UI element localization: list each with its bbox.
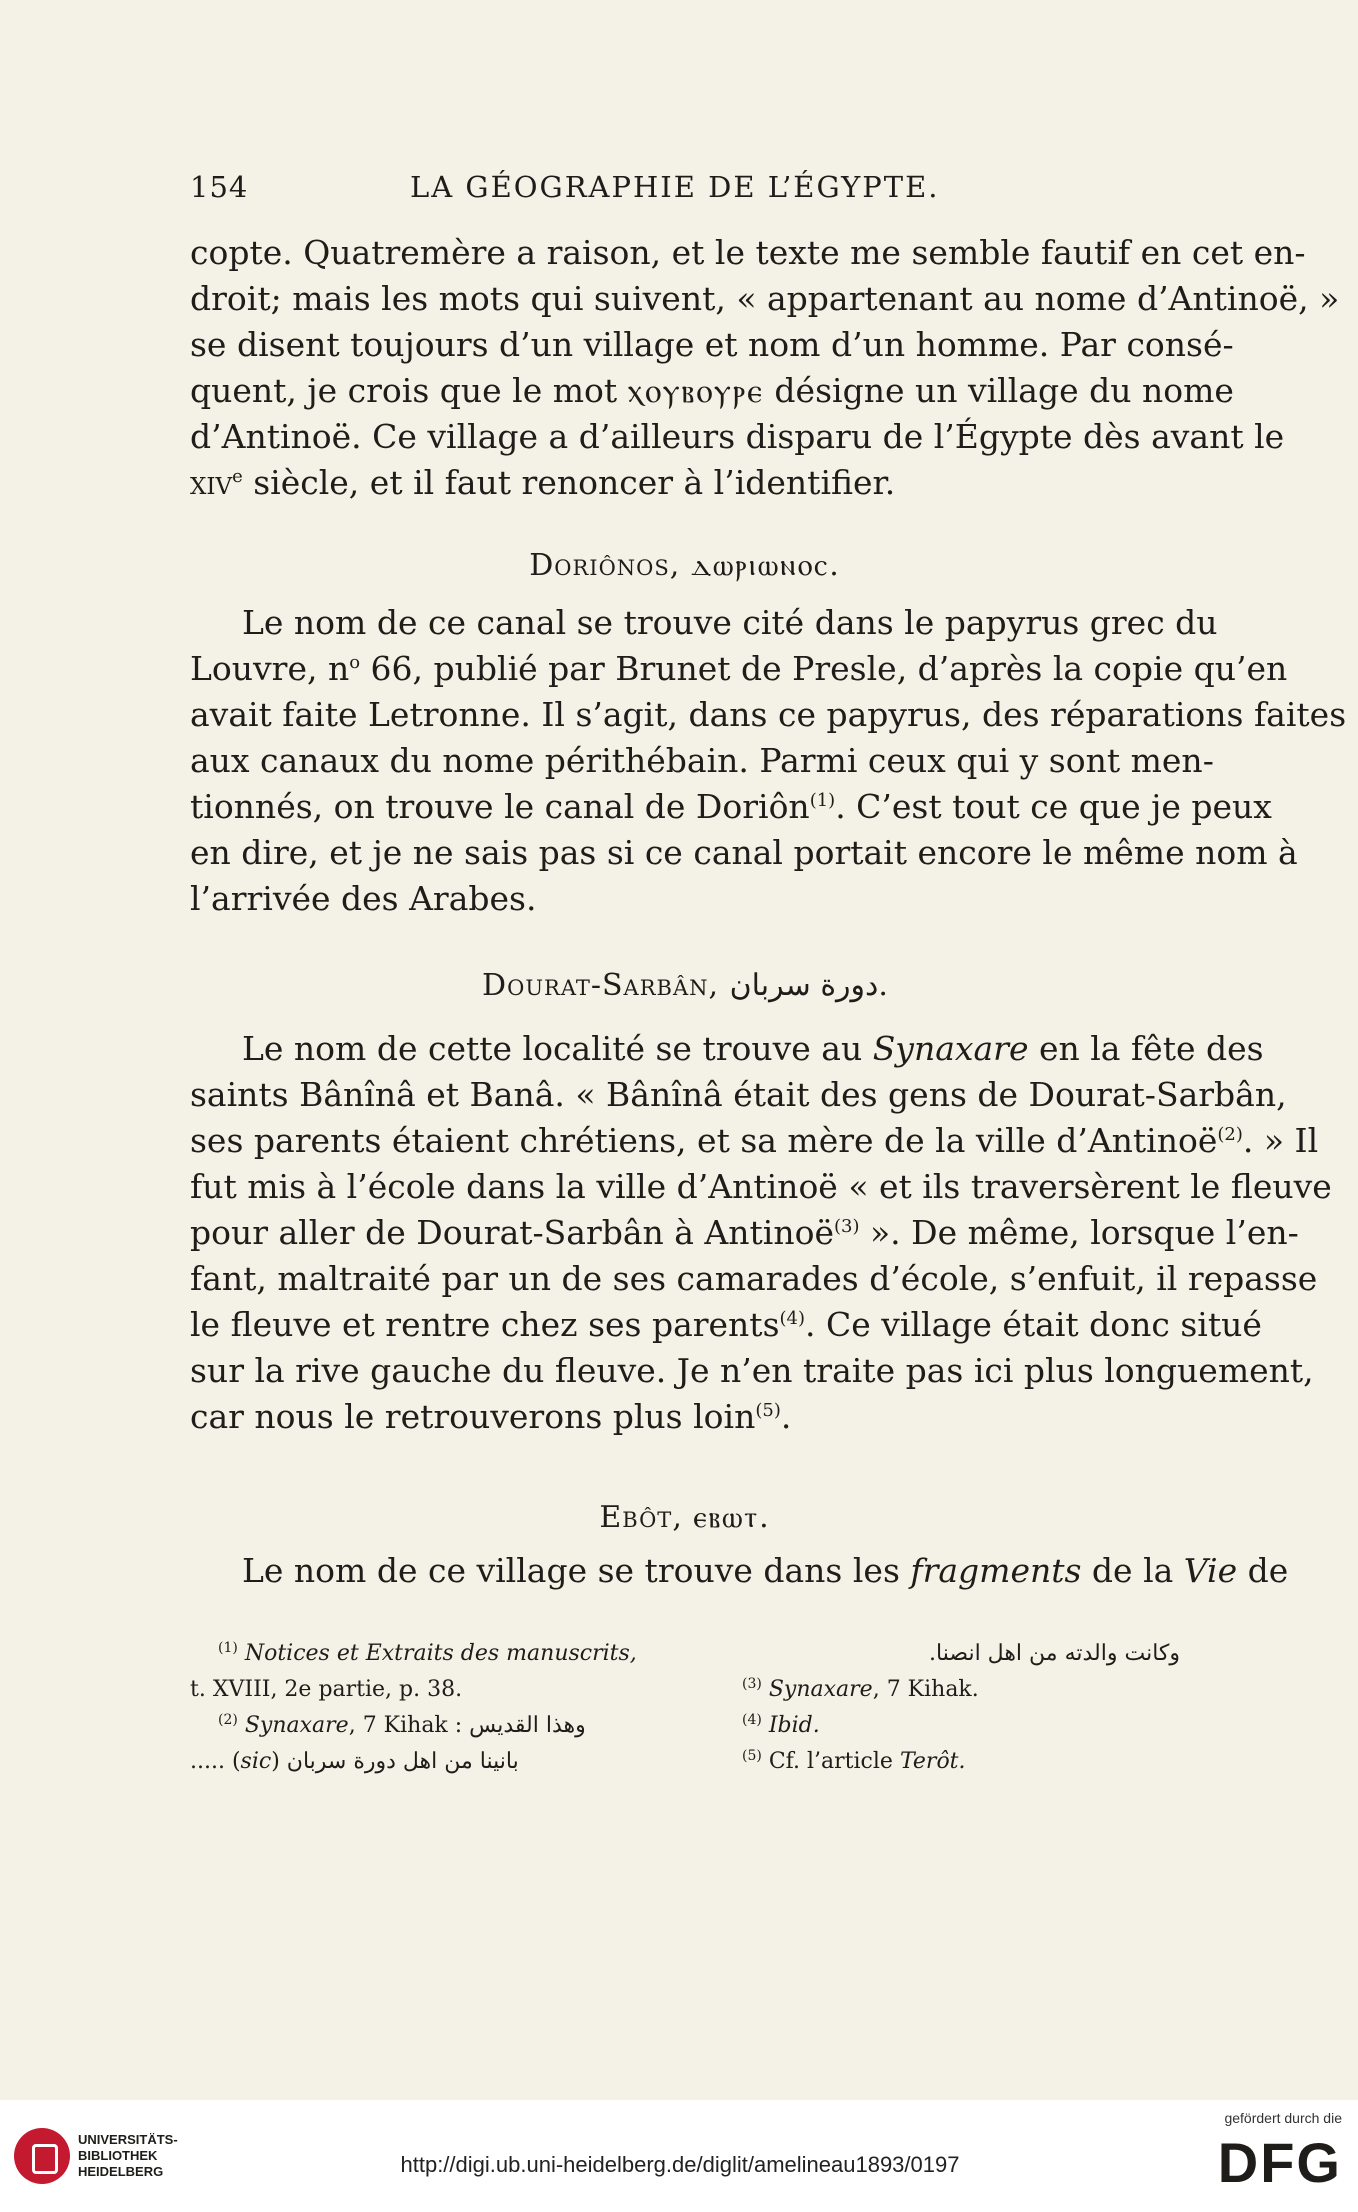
funding-caption: gefördert durch die [1224,2110,1342,2126]
dfg-logo[interactable]: DFG [1217,2131,1342,2194]
text-line: aux canaux du nome périthébain. Parmi ceux qui y sont men- [190,741,1214,780]
text-line: d’Antinoë. Ce village a d’ailleurs disparu de l’Égypte dès avant le [190,417,1285,456]
footnote-5: $^{(5)}$ Cf. l’article Terôt. [742,1748,966,1774]
section-heading-ebot: Ebôt, ⲉⲃⲱⲧ. [599,1500,771,1535]
footnote-3: $^{(3)}$ Synaxare, 7 Kihak. [742,1676,979,1702]
text-line: Le nom de ce village se trouve dans les fragments de la Vie de [242,1551,1289,1590]
text-line: l’arrivée des Arabes. [190,879,537,918]
text-line: Louvre, $n^o$ 66, publié par Brunet de Presle, d’après la copie qu’en [190,649,1288,688]
text-line: avait faite Letronne. Il s’agit, dans ce papyrus, des réparations faites [190,695,1347,734]
text-line: quent, je crois que le mot ⲭⲟⲩⲃⲟⲩⲣⲉ désigne un village du nome [190,371,1234,410]
footnote-ref[interactable]: (4) [779,1308,806,1329]
text-line: Le nom de ce canal se trouve cité dans le papyrus grec du [242,603,1218,642]
running-title: LA GÉOGRAPHIE DE L’ÉGYPTE. [410,170,940,204]
text-line: droit; mais les mots qui suivent, « appartenant au nome d’Antinoë, » [190,279,1340,318]
section-heading-dourat-sarban: Dourat-Sarbân, دورة سربان. [482,968,888,1003]
text-line: car nous le retrouverons plus loin$^{(5)}$. [190,1397,792,1436]
text-line: se disent toujours d’un village et nom d’un homme. Par consé- [190,325,1234,364]
text-line: en dire, et je ne sais pas si ce canal portait encore le même nom à [190,833,1298,872]
text-line: pour aller de Dourat-Sarbân à Antinoë$^{(3)}$ ». De même, lorsque l’en- [190,1213,1299,1252]
running-header [190,170,1180,214]
library-name: UNIVERSITÄTS- BIBLIOTHEK HEIDELBERG [78,2132,178,2179]
footnote-2-continued: ..... (sic) بانينا من اهل دورة سربان [190,1749,519,1774]
footnote-ref[interactable]: (5) [755,1400,781,1421]
paragraph-2 [190,600,1347,922]
arabic-name: دورة سربان [729,968,879,1003]
library-seal-icon [14,2128,70,2184]
page-number: 154 [190,170,249,204]
text-line: fut mis à l’école dans la ville d’Antinoë « et ils traversèrent le fleuve [190,1167,1332,1206]
text-line: Le nom de cette localité se trouve au Synaxare en la fête des [242,1029,1264,1068]
text-line: ses parents étaient chrétiens, et sa mère de la ville d’Antinoë$^{(2)}$. » Il [190,1121,1319,1160]
footnote-1-continued: t. XVIII, 2e partie, p. 38. [190,1677,463,1702]
text-line: le fleuve et rentre chez ses parents$^{(4)}$. Ce village était donc situé [190,1305,1262,1344]
footnote-1-arabic: وكانت والدته من اهل انصنا. [929,1641,1180,1666]
text-line: tionnés, on trouve le canal de Doriôn$^{(1)}$. C’est tout ce que je peux [190,787,1272,826]
footnote-1: $^{(1)}$ Notices et Extraits des manuscrits, [218,1640,637,1666]
text-line: sur la rive gauche du fleuve. Je n’en traite pas ici plus longuement, [190,1351,1314,1390]
text-line: fant, maltraité par un de ses camarades d’école, s’enfuit, il repasse [190,1259,1318,1298]
paragraph-4 [190,1548,1289,1594]
footnote-ref[interactable]: (2) [1217,1124,1243,1145]
coptic-word: ⲭⲟⲩⲃⲟⲩⲣⲉ [627,371,764,410]
footnote-4: $^{(4)}$ Ibid. [742,1712,820,1738]
viewer-footer [0,2100,1358,2212]
permalink-url[interactable]: http://digi.ub.uni-heidelberg.de/diglit/amelineau1893/0197 [400,2152,960,2177]
paragraph-1 [190,230,1340,506]
text-line: saints Bânînâ et Banâ. « Bânînâ était des gens de Dourat-Sarbân, [190,1075,1287,1114]
section-heading-dorionos: Doriônos, ⲇⲱⲣⲓⲱⲛⲟⲥ. [529,548,841,583]
footnote-ref[interactable]: (3) [833,1216,860,1237]
text-line: xiv$^e$ siècle, et il faut renoncer à l’identifier. [190,463,896,502]
paragraph-3 [190,1026,1332,1440]
footnote-ref[interactable]: (1) [809,790,836,811]
university-library-logo[interactable] [14,2128,178,2188]
text-line: copte. Quatremère a raison, et le texte me semble fautif en cet en- [190,233,1306,272]
footnote-2: $^{(2)}$ Synaxare, 7 Kihak : وهذا القديس [218,1712,586,1738]
